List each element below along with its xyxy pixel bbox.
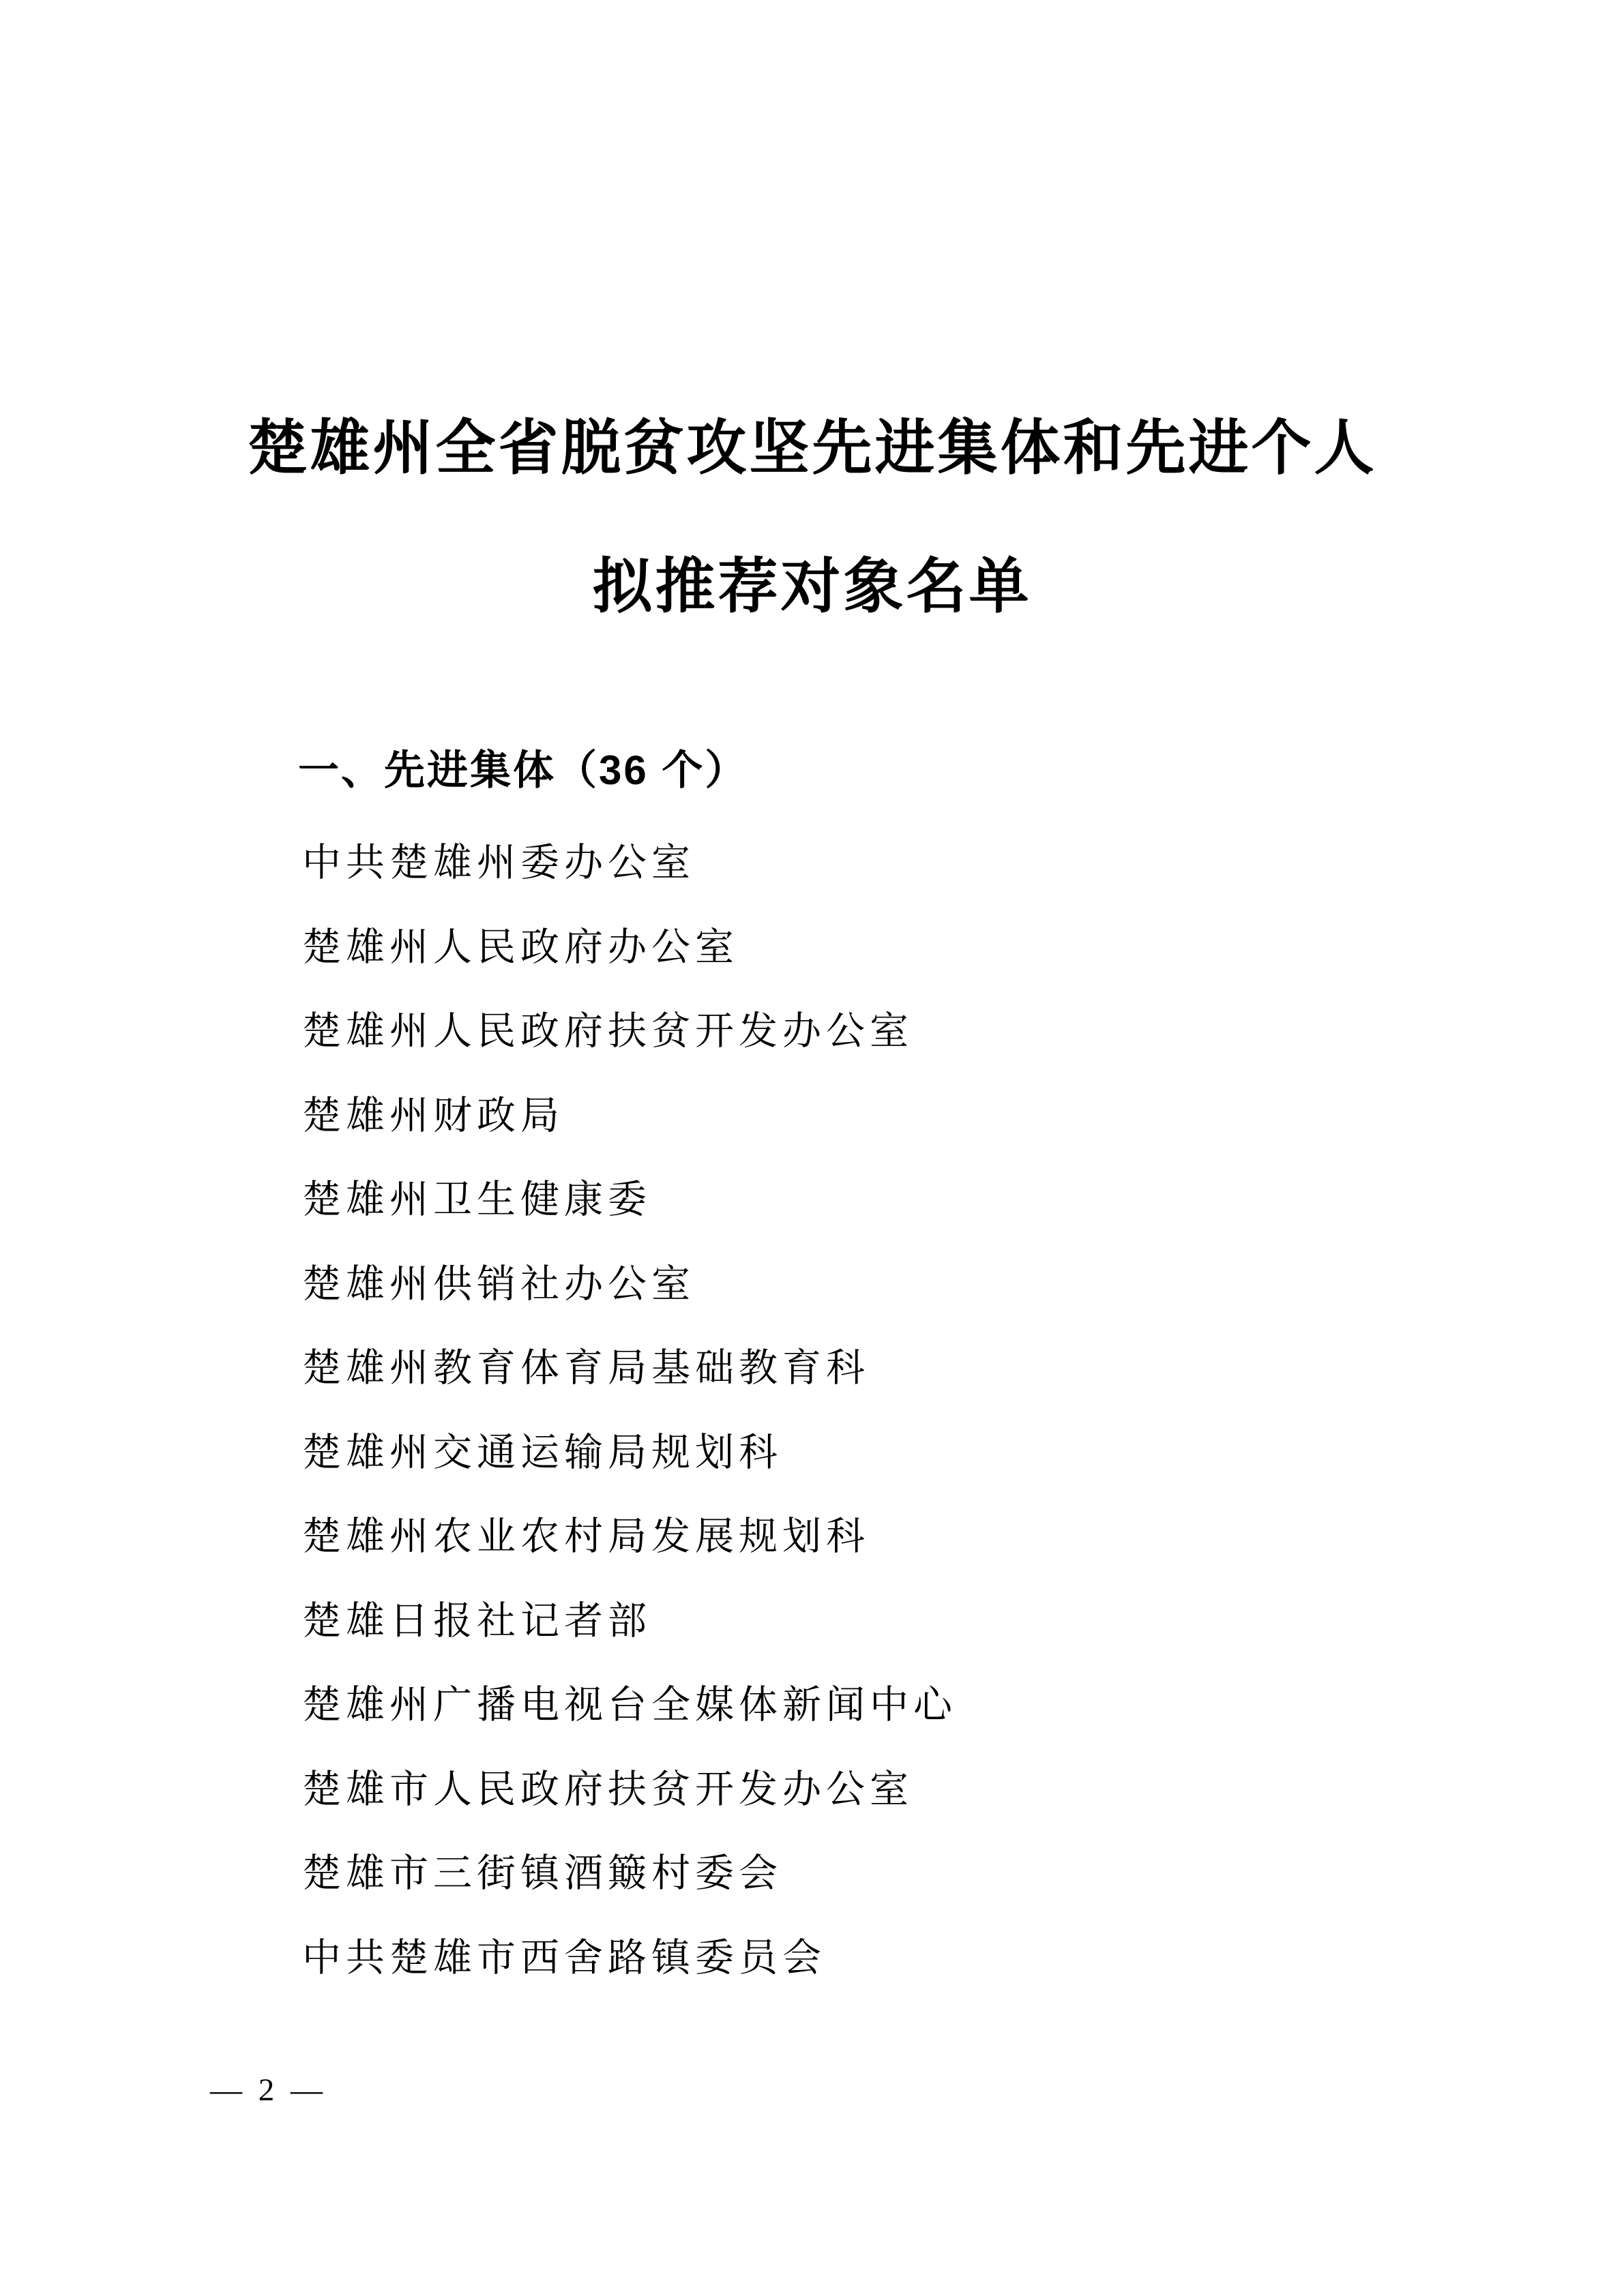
list-item: 楚雄州教育体育局基础教育科	[302, 1347, 870, 1390]
document-title-line-1: 楚雄州全省脱贫攻坚先进集体和先进个人	[247, 416, 1377, 482]
section-heading-advanced-collectives: 一、先进集体（36 个）	[298, 747, 748, 793]
list-item: 楚雄州卫生健康委	[302, 1178, 651, 1221]
document-title-line-2: 拟推荐对象名单	[592, 554, 1032, 621]
list-item: 中共楚雄市西舍路镇委员会	[302, 1936, 826, 1980]
list-item: 楚雄州供销社办公室	[302, 1262, 695, 1306]
collective-name-list	[302, 821, 1462, 2000]
list-item: 楚雄州人民政府办公室	[302, 925, 739, 969]
list-item: 楚雄州广播电视台全媒体新闻中心	[302, 1684, 957, 1727]
list-item: 中共楚雄州委办公室	[302, 841, 695, 884]
list-item: 楚雄日报社记者部	[302, 1599, 651, 1643]
page-number: — 2 —	[210, 2072, 327, 2108]
list-item: 楚雄州财政局	[302, 1094, 564, 1137]
list-item: 楚雄州农业农村局发展规划科	[302, 1515, 870, 1558]
list-item: 楚雄州人民政府扶贫开发办公室	[302, 1010, 913, 1053]
list-item: 楚雄市人民政府扶贫开发办公室	[302, 1768, 913, 1811]
list-item: 楚雄州交通运输局规划科	[302, 1431, 782, 1474]
list-item: 楚雄市三街镇酒簸村委会	[302, 1852, 782, 1895]
